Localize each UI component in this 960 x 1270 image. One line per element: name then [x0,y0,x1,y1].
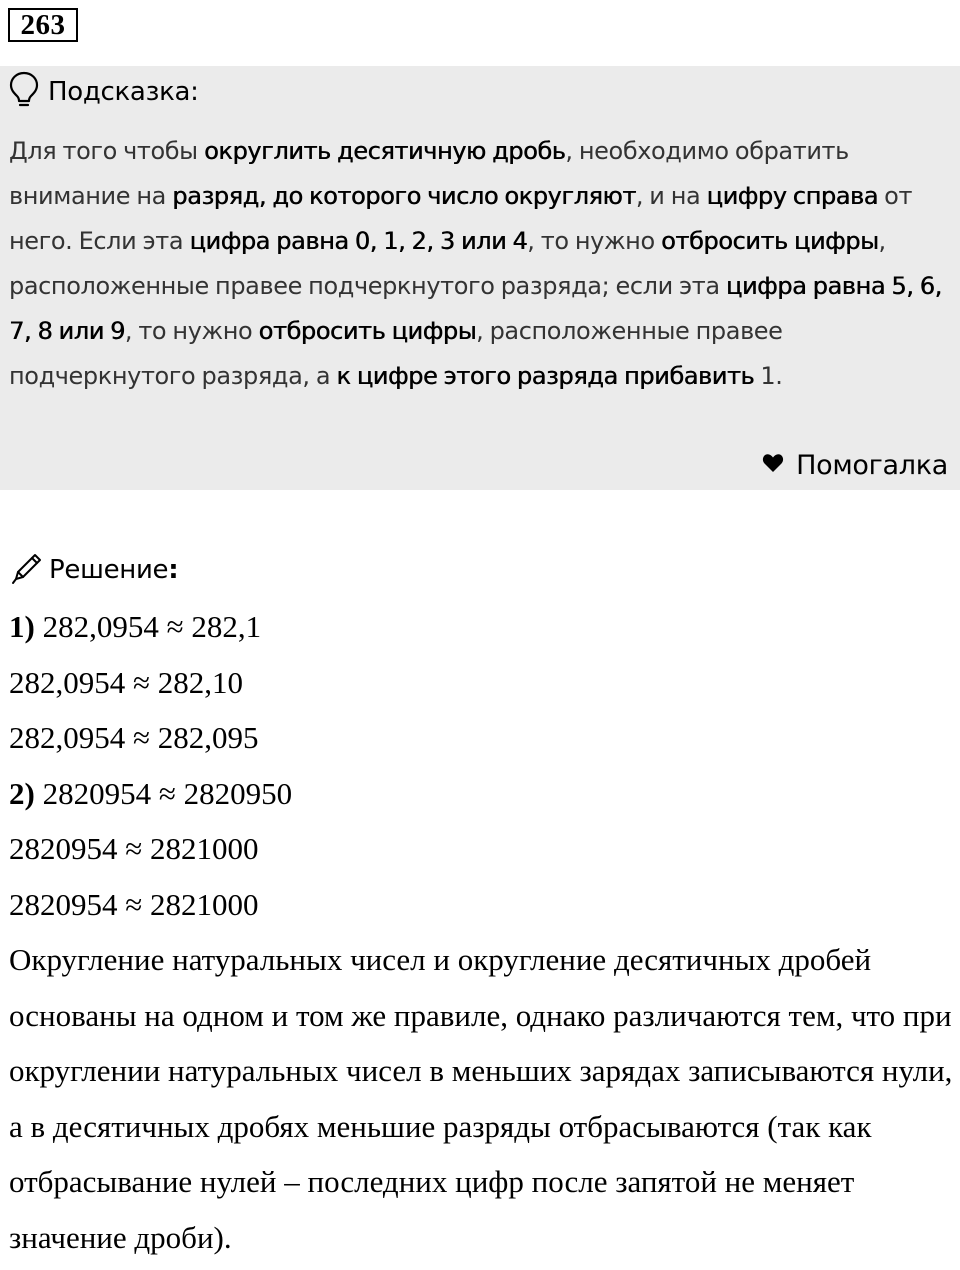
hint-emphasis: цифру справа [706,182,878,210]
hint-emphasis: цифра равна 0, 1, 2, 3 или 4 [189,227,528,255]
solution-line: 2) 2820954 ≈ 2820950 [9,775,293,811]
hint-emphasis: отбросить цифры [660,227,879,255]
solution-line: 282,0954 ≈ 282,095 [9,720,259,755]
hint-emphasis: округлить десятичную дробь [203,137,566,165]
hint-emphasis: цифра равна 5, 6, 7, 8 или 9 [9,272,942,345]
hint-segment: , то нужно [124,317,259,345]
solution-line: 282,0954 ≈ 282,10 [9,664,244,700]
hint-segment: от него. Если эта [9,182,913,255]
solution-header [9,548,178,592]
solution-explanation: Округление натуральных чисел и округление десятичных дробей основаны на одном и том же правиле, однако различаются тем, что при округлении натуральных чисел в меньших зарядах записываются нули, а в десятичных дробях меньшие разряды отбрасываются (так как отбрасывание нулей – последних цифр после запятой не меняет значение дроби). [9,942,953,1255]
hint-segment: , то нужно [527,227,661,255]
credit [762,450,948,481]
hint-title: Подсказка: [48,77,199,107]
task-number: 263 [8,8,78,42]
pencil-icon [9,550,49,591]
solution-line: 1) 282,0954 ≈ 282,1 [9,609,262,644]
hint-segment: , необходимо обратить внимание на [9,137,849,210]
solution-lines [9,599,954,932]
hint-segment: , расположенные правее подчеркнутого разряда; если эта [9,227,886,300]
hint-box [0,66,960,490]
hint-header [8,72,199,112]
hint-emphasis: отбросить цифры [258,317,477,345]
credit-label: Помогалка [796,450,948,481]
hint-text [9,129,954,399]
solution-title: Решение: [49,555,179,585]
hint-segment: Для того чтобы [9,137,204,165]
hint-segment: , расположенные правее подчеркнутого разряда, а [9,317,783,390]
hint-emphasis: разряд, до которого число округляют [172,182,636,210]
hint-emphasis: к цифре этого разряда прибавить [336,362,755,390]
hint-segment: 1. [754,362,783,390]
hint-segment: , и на [635,182,707,210]
solution-line: 2820954 ≈ 2821000 [9,831,259,866]
heart-icon [762,453,796,478]
solution-line: 2820954 ≈ 2821000 [9,886,259,922]
lightbulb-icon [8,71,48,114]
